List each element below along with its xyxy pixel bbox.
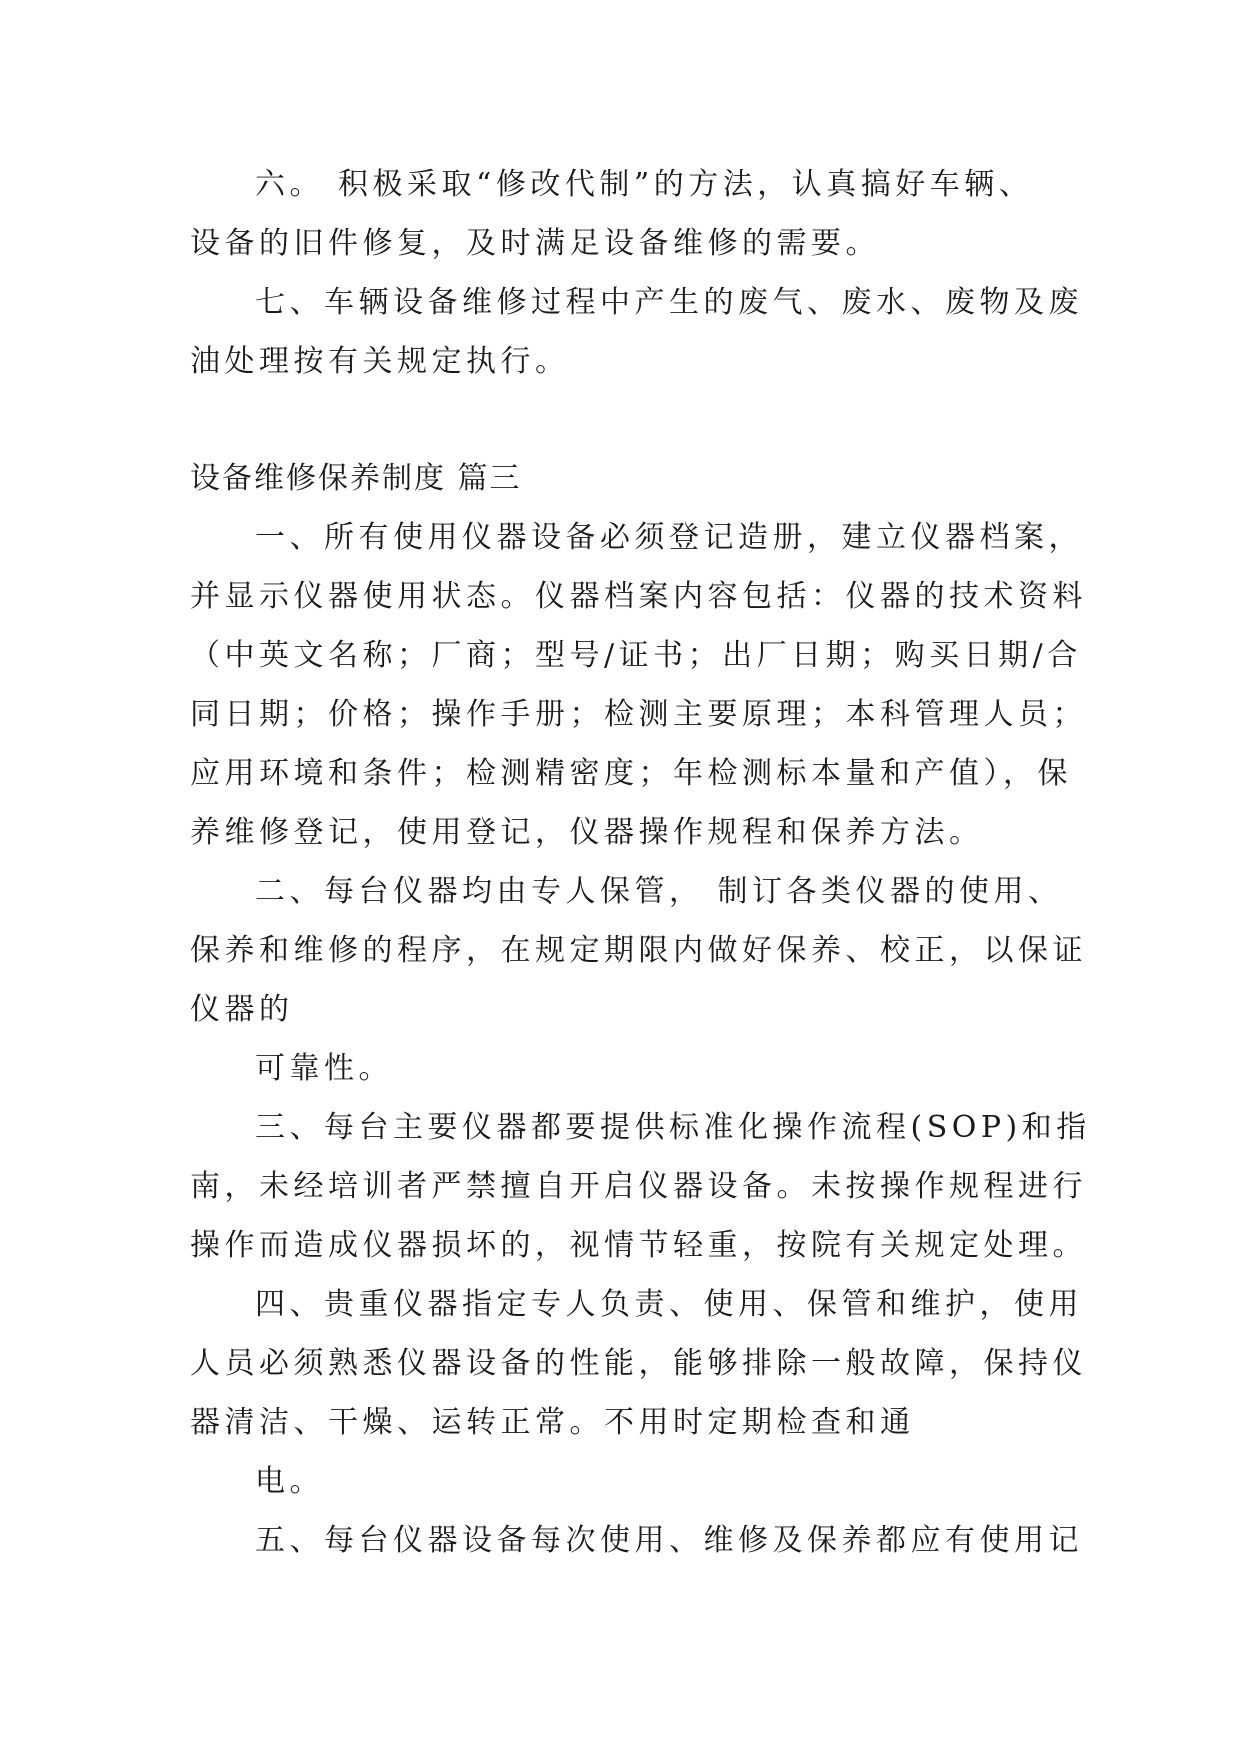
item-2-line-1: 二、每台仪器均由专人保管， 制订各类仪器的使用、 <box>255 874 1063 909</box>
item-2-line-4: 可靠性。 <box>255 1051 393 1086</box>
item-4-line-1: 四、贵重仪器指定专人负责、使用、保管和维护，使用 <box>255 1287 1083 1322</box>
paragraph-7-line-2: 油处理按有关规定执行。 <box>190 344 570 379</box>
item-3-line-3: 操作而造成仪器损坏的，视情节轻重，按院有关规定处理。 <box>190 1228 1087 1263</box>
section-heading: 设备维修保养制度 篇三 <box>190 461 522 496</box>
paragraph-7-line-1: 七、车辆设备维修过程中产生的废气、废水、废物及废 <box>255 285 1083 320</box>
item-2-line-2: 保养和维修的程序，在规定期限内做好保养、校正，以保证 <box>190 933 1087 968</box>
item-1-line-3: （中英文名称；厂商；型号/证书；出厂日期；购买日期/合 <box>190 638 1082 673</box>
item-1-line-1: 一、所有使用仪器设备必须登记造册，建立仪器档案， <box>255 520 1083 555</box>
item-3-line-1: 三、每台主要仪器都要提供标准化操作流程(SOP)和指 <box>255 1110 1091 1145</box>
item-1-line-6: 养维修登记，使用登记，仪器操作规程和保养方法。 <box>190 815 984 850</box>
item-2-line-3: 仪器的 <box>190 992 294 1027</box>
paragraph-6-line-2: 设备的旧件修复，及时满足设备维修的需要。 <box>190 226 880 261</box>
item-1-line-2: 并显示仪器使用状态。仪器档案内容包括：仪器的技术资料 <box>190 579 1087 614</box>
item-4-line-2: 人员必须熟悉仪器设备的性能，能够排除一般故障，保持仪 <box>190 1346 1087 1381</box>
item-4-line-4: 电。 <box>255 1464 324 1499</box>
paragraph-6-line-1: 六。 积极采取“修改代制”的方法，认真搞好车辆、 <box>255 167 1034 202</box>
item-1-line-5: 应用环境和条件；检测精密度；年检测标本量和产值），保 <box>190 756 1072 791</box>
item-3-line-2: 南，未经培训者严禁擅自开启仪器设备。未按操作规程进行 <box>190 1169 1087 1204</box>
item-4-line-3: 器清洁、干燥、运转正常。不用时定期检查和通 <box>190 1405 915 1440</box>
item-1-line-4: 同日期；价格；操作手册；检测主要原理；本科管理人员； <box>190 697 1087 732</box>
item-5-line-1: 五、每台仪器设备每次使用、维修及保养都应有使用记 <box>255 1523 1083 1558</box>
